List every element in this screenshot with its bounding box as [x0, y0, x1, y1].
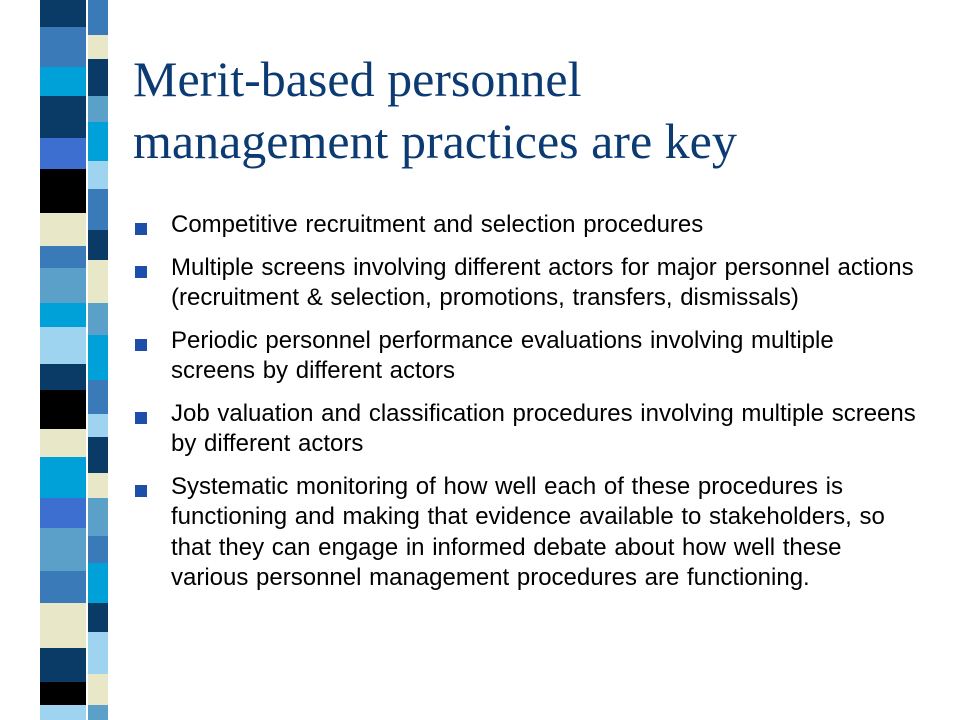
mosaic-tile	[88, 536, 108, 563]
mosaic-tile	[40, 364, 86, 390]
mosaic-tile	[88, 96, 108, 122]
mosaic-tile	[40, 67, 86, 96]
mosaic-tile	[40, 603, 86, 648]
bullet-item	[133, 210, 923, 241]
mosaic-tile	[40, 138, 86, 169]
mosaic-tile	[88, 674, 108, 705]
square-bullet-icon	[135, 266, 147, 278]
mosaic-column-left	[40, 0, 86, 720]
mosaic-tile	[40, 571, 86, 603]
mosaic-tile	[40, 0, 86, 27]
bullet-list	[133, 210, 923, 606]
title-line-2: management practices are key	[133, 113, 737, 169]
mosaic-tile	[88, 189, 108, 230]
mosaic-tile	[88, 230, 108, 260]
mosaic-tile	[40, 498, 86, 528]
title-line-1: Merit-based personnel	[133, 51, 582, 107]
mosaic-tile	[40, 303, 86, 327]
bullet-text: Systematic monitoring of how well each of these procedures is functioning and making that evidence available to stakeholders, so that they can engage in informed debate about how well these various personnel management procedures are functioning.	[171, 472, 885, 591]
mosaic-tile	[40, 705, 86, 720]
decorative-mosaic-strip	[0, 0, 108, 720]
mosaic-tile	[40, 268, 86, 303]
mosaic-tile	[88, 380, 108, 414]
square-bullet-icon	[135, 223, 147, 235]
mosaic-tile	[88, 35, 108, 59]
slide-title	[133, 48, 933, 172]
mosaic-tile	[40, 648, 86, 682]
mosaic-tile	[40, 390, 86, 429]
mosaic-tile	[88, 161, 108, 189]
mosaic-tile	[88, 705, 108, 720]
mosaic-tile	[40, 327, 86, 364]
mosaic-tile	[88, 473, 108, 498]
mosaic-tile	[88, 59, 108, 96]
mosaic-tile	[88, 122, 108, 161]
mosaic-tile	[40, 169, 86, 213]
mosaic-tile	[88, 260, 108, 303]
mosaic-tile	[88, 563, 108, 603]
mosaic-column-right	[88, 0, 108, 720]
bullet-item	[133, 472, 923, 594]
bullet-item	[133, 326, 923, 387]
bullet-item	[133, 399, 923, 460]
mosaic-tile	[88, 414, 108, 437]
mosaic-tile	[88, 632, 108, 674]
mosaic-tile	[40, 528, 86, 571]
mosaic-tile	[88, 303, 108, 335]
mosaic-tile	[88, 335, 108, 380]
bullet-text: Periodic personnel performance evaluations involving multiple screens by different actors	[171, 326, 834, 384]
mosaic-tile	[88, 437, 108, 473]
mosaic-tile	[88, 498, 108, 536]
bullet-text: Competitive recruitment and selection procedures	[171, 211, 704, 238]
mosaic-tile	[40, 457, 86, 498]
bullet-text: Multiple screens involving different actors for major personnel actions (recruitment & selection, promotions, transfers, dismissals)	[171, 253, 914, 311]
mosaic-tile	[40, 213, 86, 246]
mosaic-tile	[88, 603, 108, 632]
square-bullet-icon	[135, 339, 147, 351]
mosaic-tile	[40, 682, 86, 705]
mosaic-tile	[40, 429, 86, 457]
bullet-text: Job valuation and classification procedures involving multiple screens by different actors	[171, 399, 916, 457]
square-bullet-icon	[135, 412, 147, 424]
mosaic-tile	[40, 246, 86, 268]
bullet-item	[133, 253, 923, 314]
mosaic-tile	[40, 96, 86, 138]
mosaic-tile	[88, 0, 108, 35]
mosaic-tile	[40, 27, 86, 67]
square-bullet-icon	[135, 485, 147, 497]
